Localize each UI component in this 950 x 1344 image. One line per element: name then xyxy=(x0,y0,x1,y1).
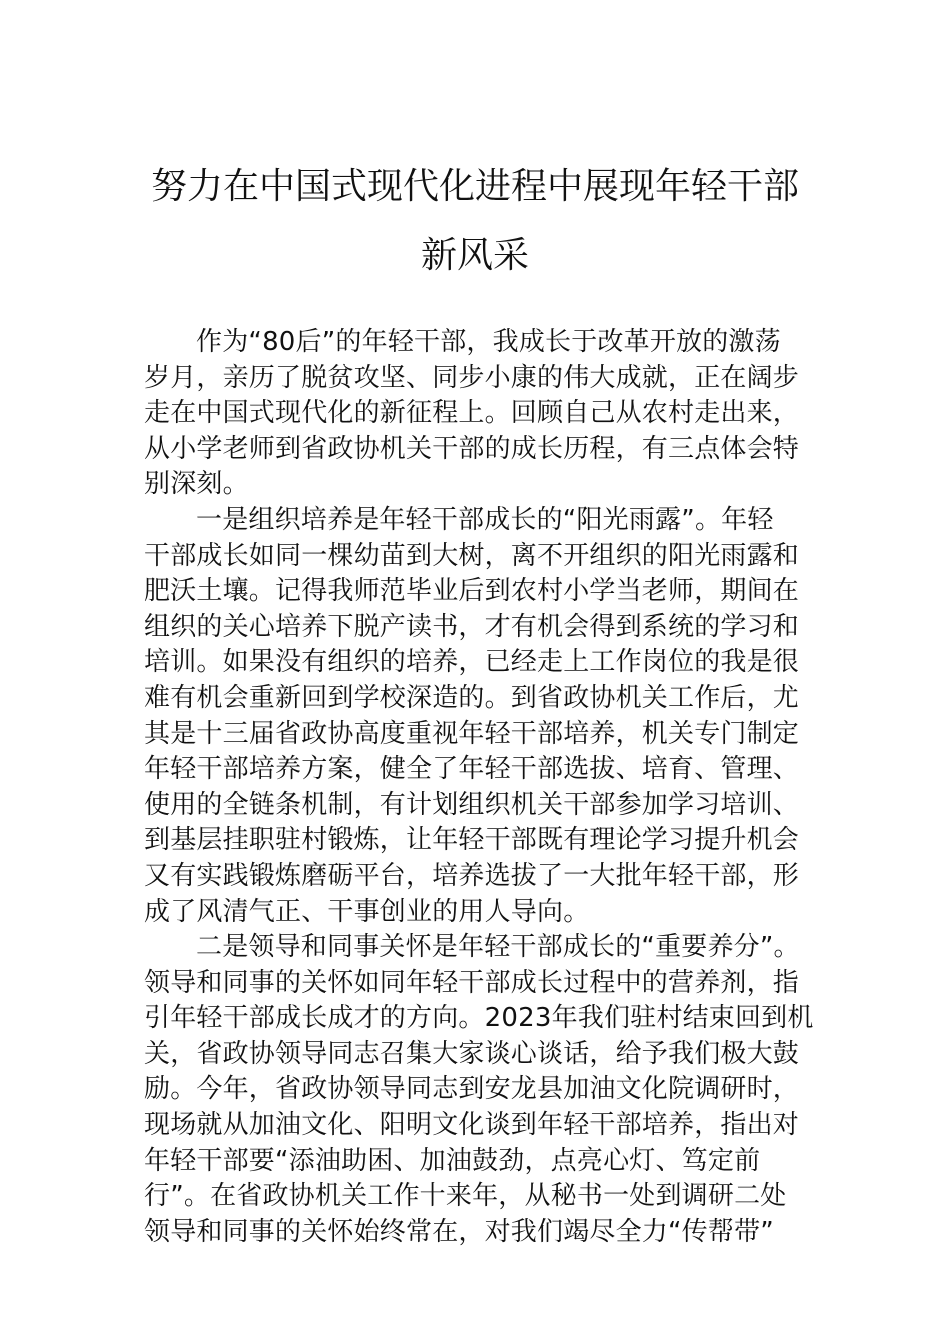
text-line: 二是领导和同事关怀是年轻干部成长的“重要养分”。 xyxy=(196,932,800,963)
document-body xyxy=(144,325,824,1250)
text-line: 又有实践锻炼磨砺平台，培养选拔了一大批年轻干部，形 xyxy=(144,860,800,891)
text-line: 肥沃土壤。记得我师范毕业后到农村小学当老师，期间在 xyxy=(144,576,800,607)
text-line: 作为“80后”的年轻干部，我成长于改革开放的激荡 xyxy=(196,327,781,357)
text-line: 领导和同事的关怀始终常在，对我们竭尽全力“传帮带” xyxy=(144,1216,774,1247)
document-title-line-2: 新风采 xyxy=(420,235,529,276)
text-line: 关，省政协领导同志召集大家谈心谈话，给予我们极大鼓 xyxy=(144,1038,800,1069)
text-line: 行”。在省政协机关工作十来年，从秘书一处到调研二处 xyxy=(144,1181,787,1212)
text-line: 从小学老师到省政协机关干部的成长历程，有三点体会特 xyxy=(144,433,800,464)
text-line: 现场就从加油文化、阳明文化谈到年轻干部培养，指出对 xyxy=(144,1110,800,1141)
text-line: 其是十三届省政协高度重视年轻干部培养，机关专门制定 xyxy=(144,718,800,749)
text-line: 岁月，亲历了脱贫攻坚、同步小康的伟大成就，正在阔步 xyxy=(144,362,800,393)
text-line: 年轻干部要“添油助困、加油鼓劲，点亮心灯、笃定前 xyxy=(144,1145,761,1176)
text-line: 培训。如果没有组织的培养，已经走上工作岗位的我是很 xyxy=(144,647,800,678)
text-line: 励。今年，省政协领导同志到安龙县加油文化院调研时， xyxy=(144,1074,800,1105)
text-line: 年轻干部培养方案，健全了年轻干部选拔、培育、管理、 xyxy=(144,754,800,785)
text-line: 引年轻干部成长成才的方向。2023年我们驻村结束回到机 xyxy=(144,1003,814,1034)
text-line: 别深刻。 xyxy=(144,469,249,500)
document-title-line-1: 努力在中国式现代化进程中展现年轻干部 xyxy=(150,166,799,207)
text-line: 走在中国式现代化的新征程上。回顾自己从农村走出来， xyxy=(144,398,800,429)
text-line: 领导和同事的关怀如同年轻干部成长过程中的营养剂，指 xyxy=(144,967,800,998)
text-line: 一是组织培养是年轻干部成长的“阳光雨露”。年轻 xyxy=(196,504,774,535)
text-line: 使用的全链条机制，有计划组织机关干部参加学习培训、 xyxy=(144,789,800,820)
text-line: 成了风清气正、干事创业的用人导向。 xyxy=(144,896,590,927)
text-line: 难有机会重新回到学校深造的。到省政协机关工作后，尤 xyxy=(144,682,800,713)
text-line: 到基层挂职驻村锻炼，让年轻干部既有理论学习提升机会 xyxy=(144,825,800,856)
text-line: 干部成长如同一棵幼苗到大树，离不开组织的阳光雨露和 xyxy=(144,540,800,571)
text-line: 组织的关心培养下脱产读书，才有机会得到系统的学习和 xyxy=(144,611,800,642)
